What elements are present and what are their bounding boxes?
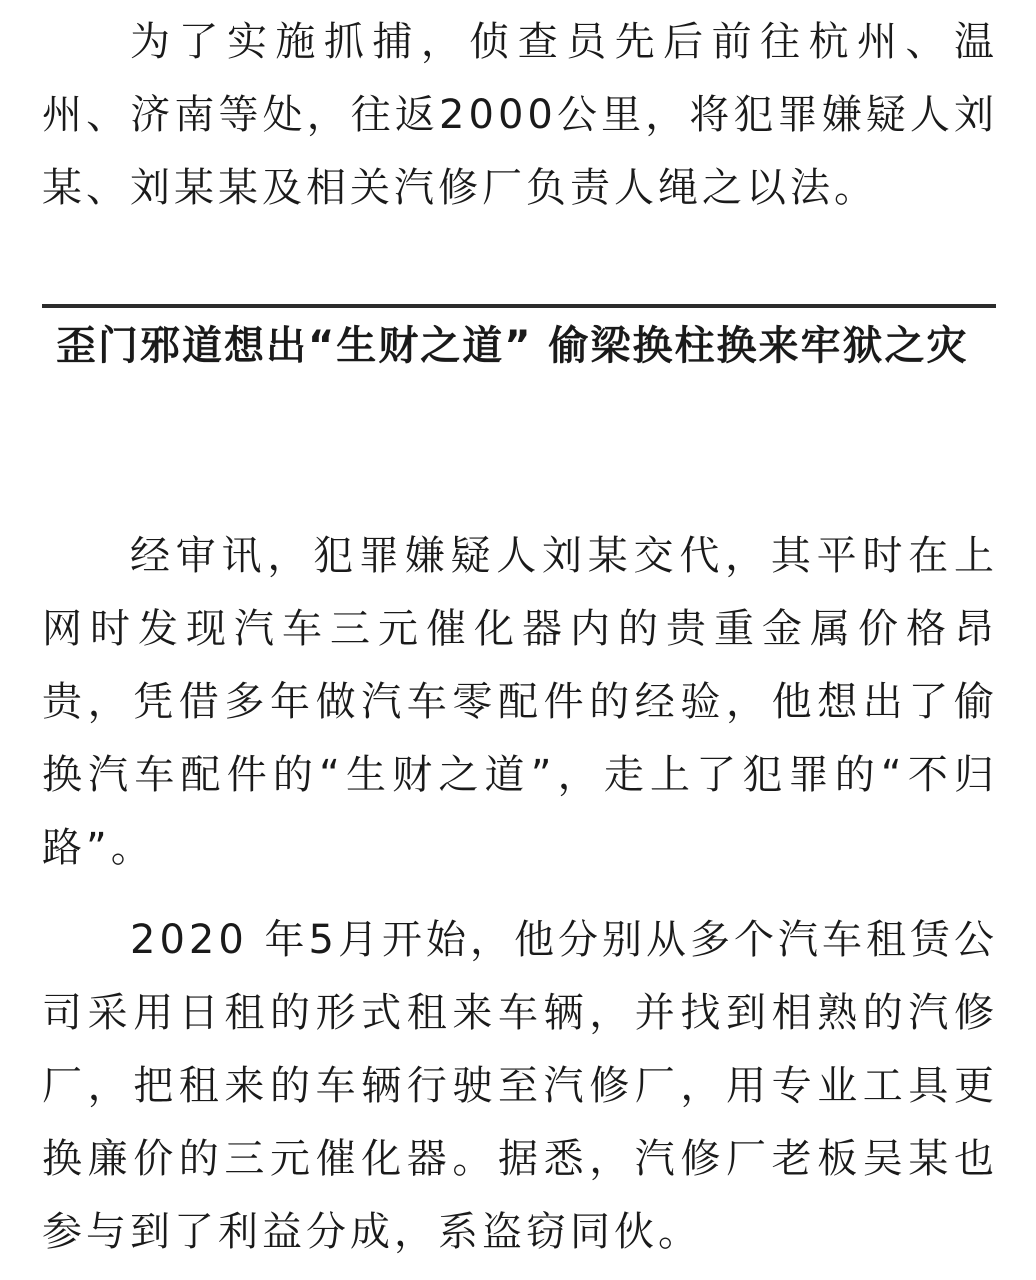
- paragraph-confession: 经审讯，犯罪嫌疑人刘某交代，其平时在上网时发现汽车三元催化器内的贵重金属价格昂贵，凭借多年做汽车零配件的经验，他想出了偷换汽车配件的“生财之道”，走上了犯罪的“不归路”。: [42, 533, 998, 871]
- section-title: 歪门邪道想出“生财之道” 偷梁换柱换来牢狱之灾: [56, 323, 969, 369]
- paragraph-arrest: 为了实施抓捕，侦查员先后前往杭州、温州、济南等处，往返2000公里，将犯罪嫌疑人刘某、刘某某及相关汽修厂负责人绳之以法。: [42, 19, 998, 211]
- paragraph-method: 2020 年5月开始，他分别从多个汽车租赁公司采用日租的形式租来车辆，并找到相熟的汽修厂，把租来的车辆行驶至汽修厂，用专业工具更换廉价的三元催化器。据悉，汽修厂老板吴某也参与到了利益分成，系盗窃同伙。: [42, 917, 998, 1255]
- section-divider: [42, 304, 996, 308]
